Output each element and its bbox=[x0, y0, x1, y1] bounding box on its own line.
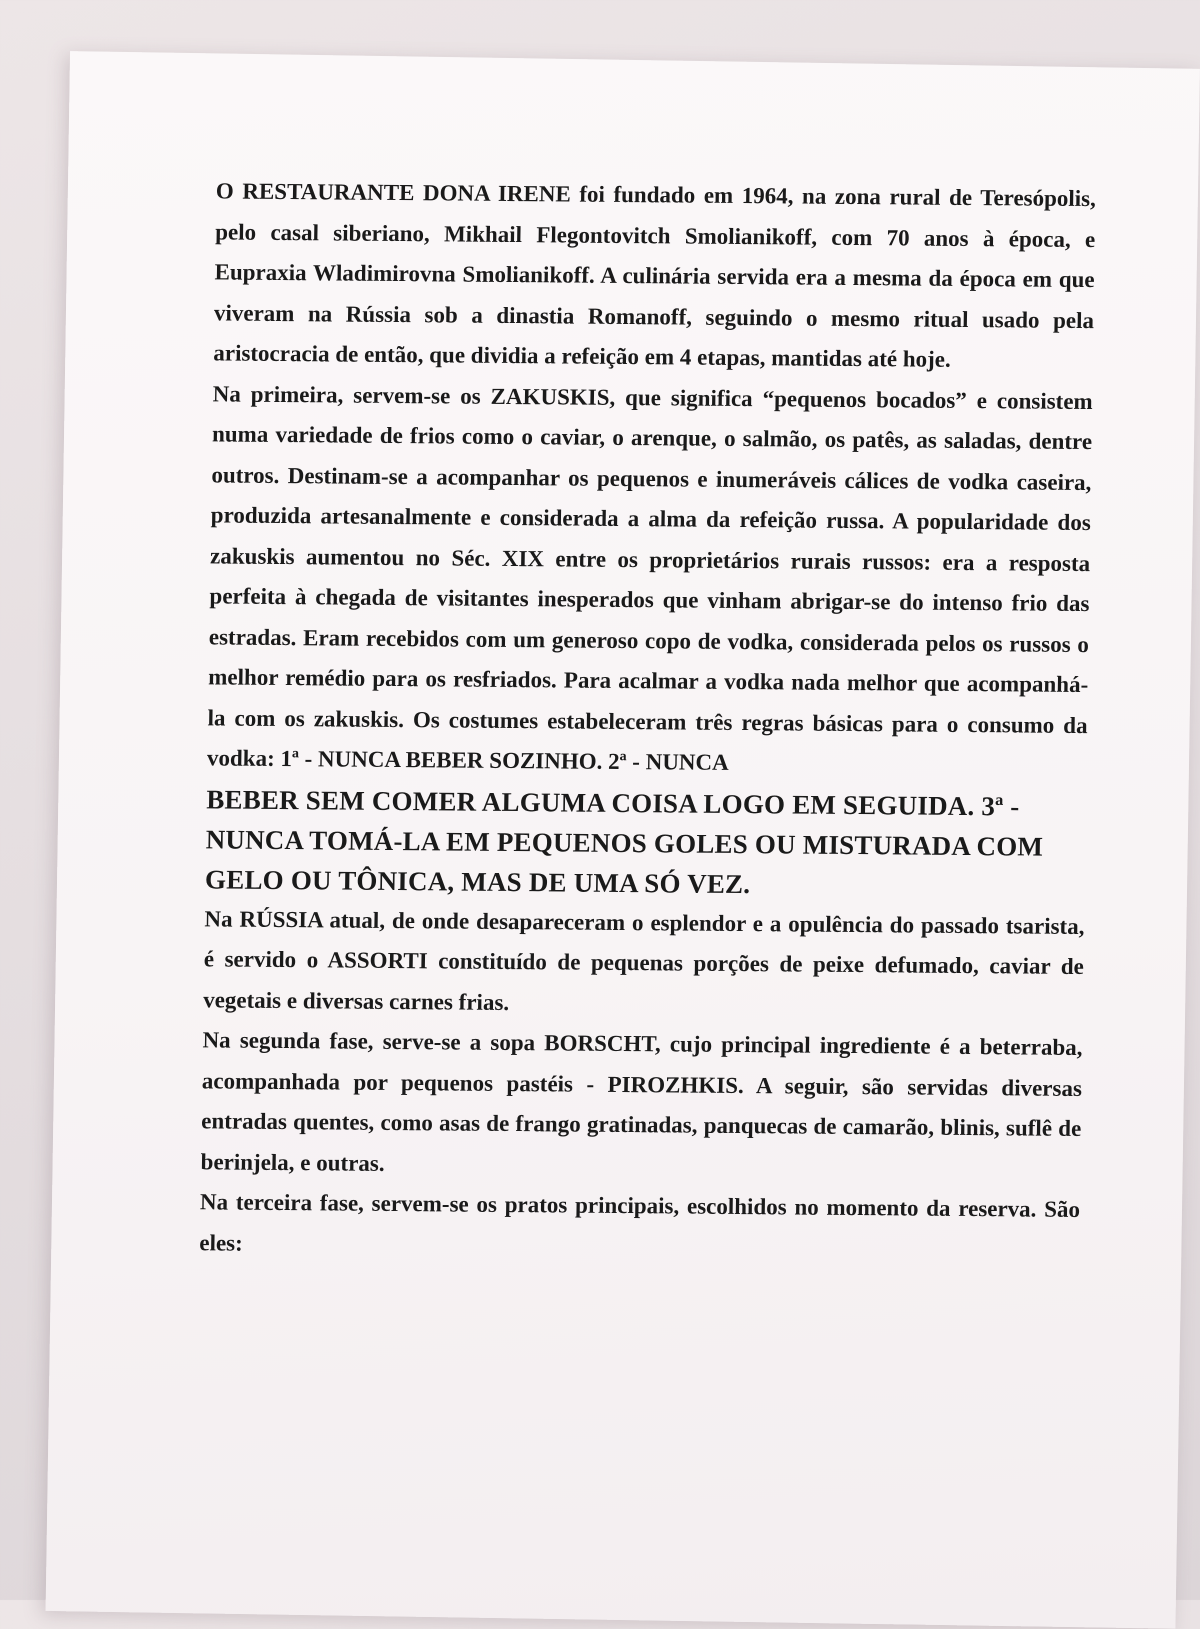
paragraph-assorti: Na RÚSSIA atual, de onde desapareceram o esplendor e a opulência do passado tsarista, é servido o ASSORTI constituído de pequenas porções de peixe defumado, caviar de vegetais e diversas carnes frias. bbox=[202, 905, 1085, 1015]
paragraph-zakuskis: Na primeira, servem-se os ZAKUSKIS, que significa “pequenos bocados” e consistem numa variedade de frios como o caviar, o arenque, o salmão, os patês, as saladas, dentre outros. Destinam-se a acompanhar os pequenos e inumeráveis cálices de vodka caseira, produzida artesanalmente e considerada a alma da refeição russa. A popularidade dos zakuskis aumentou no Séc. XIX entre os proprietários rurais russos: era a resposta perfeita à chegada de visitantes inesperados que vinham abrigar-se do intenso frio das estradas. Eram recebidos com um generoso copo de vodka, considerada pelos os russos o melhor remédio para os resfriados. Para acalmar a vodka nada melhor que acompanhá-la com os zakuskis. Os costumes estabeleceram três regras básicas para o consumo da vodka: 1ª - NUNCA BEBER SOZINHO. 2ª - NUNCA bbox=[206, 380, 1093, 775]
paragraph-vodka-rules bbox=[205, 779, 1087, 907]
rule-line: NUNCA TOMÁ-LA EM PEQUENOS GOLES OU MISTURADA COM bbox=[205, 823, 1044, 862]
rule-line: BEBER SEM COMER ALGUMA COISA LOGO EM SEGUIDA. 3ª - bbox=[206, 783, 1020, 821]
paragraph-intro: O RESTAURANTE DONA IRENE foi fundado em 1964, na zona rural de Teresópolis, pelo casal siberiano, Mikhail Flegontovitch Smolianikoff, com 70 anos à época, e Eupraxia Wladimirovna Smolianikoff. A culinária servida era a mesma da época em que viveram na Rússia sob a dinastia Romanoff, seguindo o mesmo ritual usado pela aristocracia de então, que dividia a refeição em 4 etapas, mantidas até hoje. bbox=[213, 178, 1097, 372]
document-body bbox=[199, 171, 1096, 1271]
paper-sheet bbox=[46, 51, 1200, 1629]
paragraph-third-phase: Na terceira fase, servem-se os pratos principais, escolhidos no momento da reserva. São eles: bbox=[199, 1189, 1081, 1256]
paragraph-borscht: Na segunda fase, serve-se a sopa BORSCHT, cujo principal ingrediente é a beterraba, acompanhada por pequenos pastéis - PIROZHKIS. A seguir, são servidas diversas entradas quentes, como asas de frango gratinadas, panquecas de camarão, blinis, suflê de berinjela, e outras. bbox=[200, 1027, 1083, 1176]
rule-line: GELO OU TÔNICA, MAS DE UMA SÓ VEZ. bbox=[204, 863, 751, 899]
